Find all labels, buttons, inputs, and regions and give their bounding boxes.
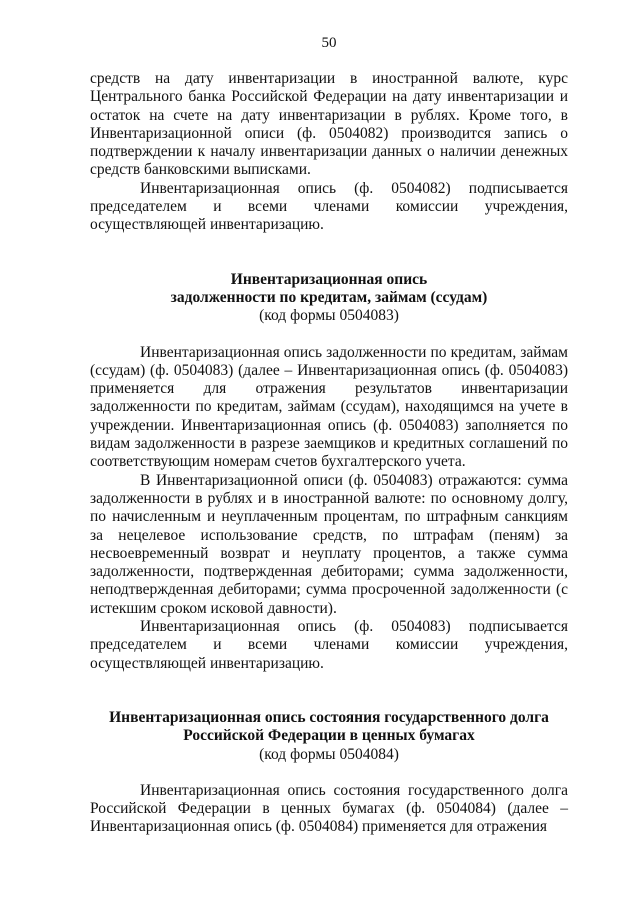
heading-title-line1: Инвентаризационная опись bbox=[230, 270, 428, 288]
heading-title-line2: Российской Федерации в ценных бумагах bbox=[183, 727, 475, 745]
heading-title-line1: Инвентаризационная опись состояния государственного долга bbox=[109, 708, 549, 726]
paragraph: Инвентаризационная опись задолженности по кредитам, займам (ссудам) (ф. 0504083) (далее – Инвентаризационная опись (ф. 0504083) применяется для отражения результатов инвентаризации задолженности по кредитам, займам (ссудам), находящимся на учете в учреждении. Инвентаризационная опись (ф. 0504083) заполняется по видам задолженности в разрезе заемщиков и кредитных соглашений по соответствующим номерам счетов бухгалтерского учета. bbox=[90, 343, 568, 471]
page-number: 50 bbox=[321, 35, 337, 51]
heading-title-line2: задолженности по кредитам, займам (ссудам) bbox=[170, 288, 488, 306]
section-body-0504083 bbox=[90, 344, 568, 673]
section-heading-0504084 bbox=[90, 709, 568, 764]
paragraph: Инвентаризационная опись (ф. 0504083) подписывается председателем и всеми членами комиссии учреждения, осуществляющей инвентаризацию. bbox=[90, 618, 568, 672]
paragraph: средств на дату инвентаризации в иностранной валюте, курс Центрального банка Российской Федерации на дату инвентаризации и остаток на счете на дату инвентаризации в рублях. Кроме того, в Инвентаризационной описи (ф. 0504082) производится запись о подтверждении к началу инвентаризации данных о наличии денежных средств банковскими выписками. bbox=[90, 70, 568, 179]
section-body-0504084 bbox=[90, 782, 568, 837]
section-heading-0504083 bbox=[90, 271, 568, 326]
paragraph: Инвентаризационная опись (ф. 0504082) подписывается председателем и всеми членами комиссии учреждения, осуществляющей инвентаризацию. bbox=[90, 179, 568, 234]
paragraph: В Инвентаризационной описи (ф. 0504083) отражаются: сумма задолженности в рублях и в иностранной валюте: по основному долгу, по начисленным и неуплаченным процентам, по штрафным санкциям за нецелевое использование средств, по штрафам (пеням) за несвоевременный возврат и неуплату процентов, а также сумма задолженности, подтвержденная дебиторами; сумма задолженности, неподтвержденная дебиторами; сумма просроченной задолженности (с истекшим сроком исковой давности). bbox=[90, 471, 568, 617]
document-page bbox=[90, 34, 568, 837]
heading-form-code: (код формы 0504084) bbox=[259, 745, 399, 763]
section-continuation bbox=[90, 70, 568, 235]
paragraph: Инвентаризационная опись состояния государственного долга Российской Федерации в ценных бумагах (ф. 0504084) (далее – Инвентаризационная опись (ф. 0504084) применяется для отражения bbox=[90, 781, 568, 836]
heading-form-code: (код формы 0504083) bbox=[259, 307, 399, 325]
